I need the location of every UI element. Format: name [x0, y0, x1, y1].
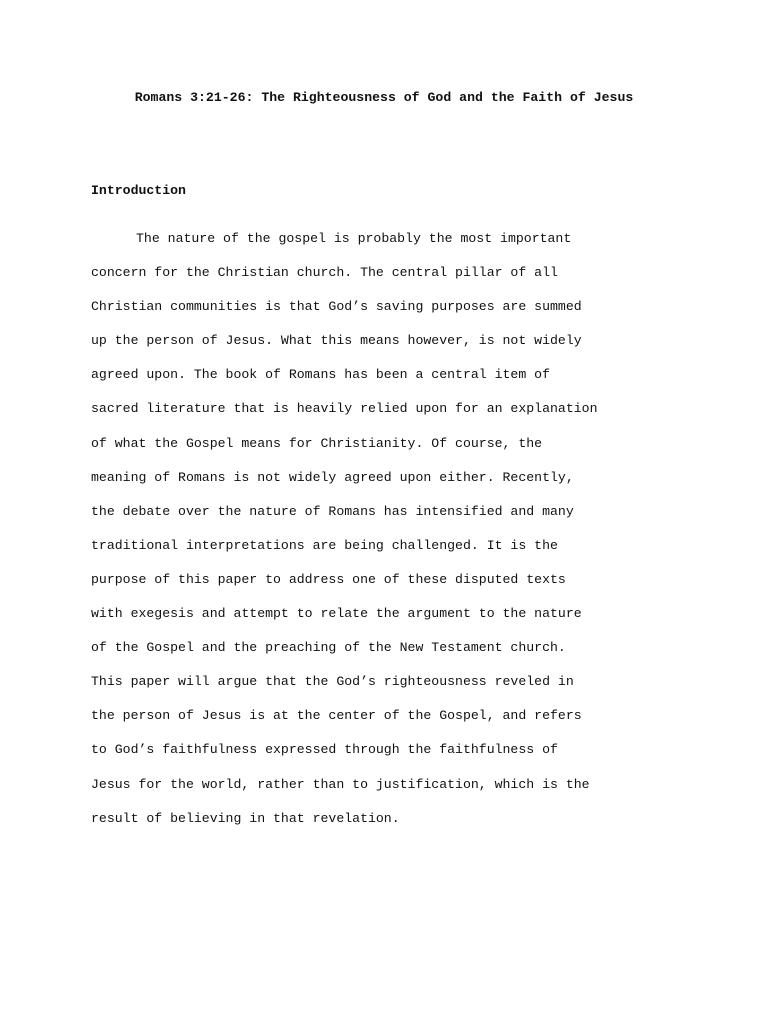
paragraph-line: with exegesis and attempt to relate the argument to the nature [91, 606, 582, 622]
paragraph-line: of what the Gospel means for Christianity. Of course, the [91, 435, 543, 451]
paragraph-line: sacred literature that is heavily relied upon for an explanation [91, 401, 598, 417]
paragraph-line: result of believing in that revelation. [91, 810, 400, 826]
paragraph-line: The nature of the gospel is probably the most important [136, 231, 572, 246]
paragraph-line: This paper will argue that the God’s righteousness reveled in [91, 674, 574, 690]
paragraph-line: the person of Jesus is at the center of the Gospel, and refers [91, 708, 582, 724]
paragraph-line: Christian communities is that God’s saving purposes are summed [91, 299, 582, 315]
paragraph-line: up the person of Jesus. What this means however, is not widely [91, 333, 582, 349]
paragraph-line: the debate over the nature of Romans has intensified and many [91, 503, 574, 519]
intro-paragraph [91, 230, 691, 844]
section-heading: Introduction [91, 183, 186, 198]
paragraph-line: to God’s faithfulness expressed through the faithfulness of [91, 742, 558, 758]
paragraph-line: meaning of Romans is not widely agreed upon either. Recently, [91, 469, 574, 485]
paragraph-line: purpose of this paper to address one of these disputed texts [91, 571, 566, 587]
paragraph-line: agreed upon. The book of Romans has been a central item of [91, 367, 550, 383]
document-title: Romans 3:21-26: The Righteousness of God and the Faith of Jesus [134, 90, 634, 105]
paragraph-line: concern for the Christian church. The central pillar of all [91, 265, 558, 281]
paragraph-line: traditional interpretations are being challenged. It is the [91, 537, 558, 553]
paragraph-line: of the Gospel and the preaching of the New Testament church. [91, 640, 566, 656]
paragraph-line: Jesus for the world, rather than to justification, which is the [91, 776, 590, 792]
